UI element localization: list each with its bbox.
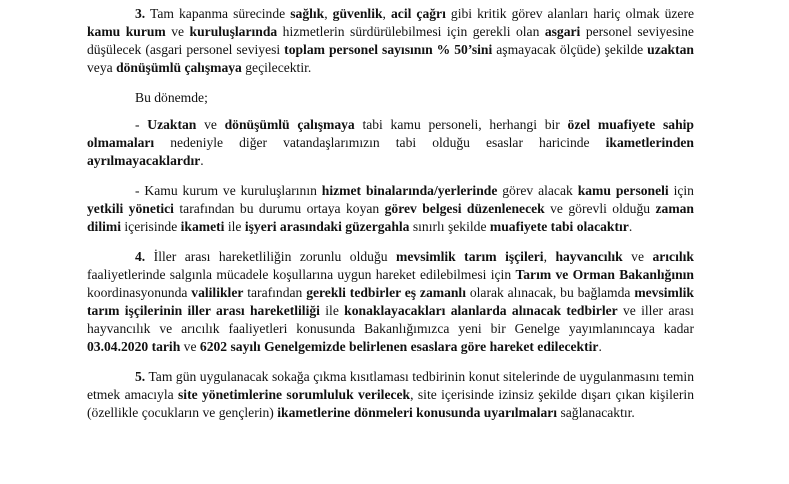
bold-text-run: 4. bbox=[135, 249, 146, 264]
text-run: veya bbox=[87, 60, 117, 75]
bold-text-run: 6202 sayılı Genelgemizde belirlenen esaslara göre hareket edilecektir bbox=[199, 339, 599, 354]
bold-text-run: ikametlerinden ayrılmayacaklardır bbox=[87, 135, 694, 168]
document-body bbox=[87, 5, 694, 434]
text-run: , bbox=[382, 6, 391, 21]
bold-text-run: dönüşümlü çalışmaya bbox=[224, 117, 355, 132]
paragraph-5 bbox=[87, 368, 694, 422]
text-run: ile bbox=[224, 219, 245, 234]
bold-text-run: 5. bbox=[135, 369, 146, 384]
text-run: - Kamu kurum ve kuruluşlarının bbox=[135, 183, 322, 198]
bold-text-run: sağlık bbox=[290, 6, 325, 21]
text-run: - bbox=[135, 117, 148, 132]
bold-text-run: görev belgesi düzenlenecek bbox=[384, 201, 545, 216]
text-run: geçilecektir. bbox=[241, 60, 312, 75]
text-run: ve iller arası hayvancılık ve arıcılık faaliyetleri konusunda Bakanlığımızca yeni bir Genelge yayımlanıncaya kadar bbox=[87, 303, 694, 336]
bold-text-run: güvenlik bbox=[332, 6, 383, 21]
text-run: ve bbox=[180, 339, 200, 354]
text-run: görev alacak bbox=[497, 183, 578, 198]
bold-text-run: valilikler bbox=[191, 285, 244, 300]
text-run: ve bbox=[196, 117, 225, 132]
text-run: İller arası hareketliliğin zorunlu olduğu bbox=[145, 249, 397, 264]
bold-text-run: ikameti bbox=[180, 219, 225, 234]
bold-text-run: yetkili yönetici bbox=[87, 201, 174, 216]
text-run: sınırlı şekilde bbox=[409, 219, 490, 234]
text-run: personel seviyesine düşülecek (asgari personel seviyesi bbox=[87, 24, 694, 57]
text-run: aşmayacak ölçüde) şekilde bbox=[492, 42, 648, 57]
text-run: hizmetlerin sürdürülebilmesi için gerekli olan bbox=[277, 24, 545, 39]
text-run: ve bbox=[622, 249, 653, 264]
paragraph-kamu-kurum bbox=[87, 182, 694, 236]
bold-text-run: mevsimlik tarım işçileri bbox=[396, 249, 544, 264]
text-run: Tam kapanma sürecinde bbox=[145, 6, 291, 21]
bold-text-run: acil çağrı bbox=[390, 6, 446, 21]
paragraph-3 bbox=[87, 5, 694, 77]
bold-text-run: Tarım ve Orman Bakanlığının bbox=[515, 267, 694, 282]
bold-text-run: kamu personeli bbox=[577, 183, 669, 198]
bold-text-run: zaman dilimi bbox=[87, 201, 694, 234]
bold-text-run: kuruluşlarında bbox=[189, 24, 278, 39]
text-run: sağlanacaktır. bbox=[557, 405, 635, 420]
bold-text-run: 03.04.2020 tarih bbox=[87, 339, 181, 354]
bold-text-run: uzaktan bbox=[647, 42, 694, 57]
bold-text-run: kamu kurum bbox=[87, 24, 166, 39]
text-run: , bbox=[543, 249, 556, 264]
text-run: ve bbox=[165, 24, 190, 39]
text-run: faaliyetlerinde salgınla mücadele koşullarına uygun hareket edilebilmesi için bbox=[87, 267, 516, 282]
text-run: tarafından bu durumu ortaya koyan bbox=[173, 201, 385, 216]
bold-text-run: işyeri arasındaki güzergahla bbox=[244, 219, 410, 234]
bold-text-run: hizmet binalarında/yerlerinde bbox=[321, 183, 498, 198]
text-run: koordinasyonunda bbox=[87, 285, 192, 300]
text-run: . bbox=[598, 339, 602, 354]
bold-text-run: ikametlerine dönmeleri konusunda uyarılmaları bbox=[277, 405, 558, 420]
bold-text-run: gerekli tedbirler eş zamanlı bbox=[306, 285, 466, 300]
text-run: için bbox=[668, 183, 694, 198]
paragraph-uzaktan-calisma bbox=[87, 116, 694, 170]
text-run: içerisinde bbox=[121, 219, 181, 234]
text-run: . bbox=[200, 153, 204, 168]
bold-text-run: asgari bbox=[544, 24, 581, 39]
bold-text-run: arıcılık bbox=[652, 249, 694, 264]
text-run: tarafından bbox=[243, 285, 307, 300]
text-run: . bbox=[628, 219, 633, 234]
bold-text-run: mevsimlik tarım işçilerinin iller arası hareketliliği bbox=[87, 285, 694, 318]
text-run: , bbox=[324, 6, 333, 21]
text-run: ile bbox=[319, 303, 345, 318]
bold-text-run: dönüşümlü çalışmaya bbox=[116, 60, 242, 75]
text-run: Bu dönemde; bbox=[135, 90, 208, 105]
text-run: tabi kamu personeli, herhangi bir bbox=[354, 117, 568, 132]
bold-text-run: 3. bbox=[135, 6, 146, 21]
text-run: Tam gün uygulanacak sokağa çıkma kısıtlaması tedbirinin konut sitelerinde de uygulanmasını temin etmek amacıyla bbox=[87, 369, 694, 402]
bold-text-run: muafiyete tabi olacaktır bbox=[489, 219, 629, 234]
bold-text-run: hayvancılık bbox=[555, 249, 623, 264]
text-run: gibi kritik görev alanları hariç olmak üzere bbox=[445, 6, 694, 21]
paragraph-bu-donemde bbox=[87, 89, 694, 107]
paragraph-4 bbox=[87, 248, 694, 356]
text-run: nedeniyle diğer vatandaşlarımızın tabi olduğu esaslar haricinde bbox=[154, 135, 606, 150]
text-run: , site içerisinde izinsiz şekilde dışarı çıkan kişilerin (özellikle çocukların ve gençlerin) bbox=[87, 387, 694, 420]
text-run: ve görevli olduğu bbox=[544, 201, 656, 216]
bold-text-run: site yönetimlerine sorumluluk verilecek bbox=[178, 387, 411, 402]
bold-text-run: özel muafiyete sahip olmamaları bbox=[87, 117, 694, 150]
text-run: olarak alınacak, bu bağlamda bbox=[465, 285, 635, 300]
bold-text-run: konaklayacakları alanlarda alınacak tedbirler bbox=[344, 303, 618, 318]
bold-text-run: Uzaktan bbox=[147, 117, 197, 132]
bold-text-run: toplam personel sayısının % 50’sini bbox=[284, 42, 493, 57]
